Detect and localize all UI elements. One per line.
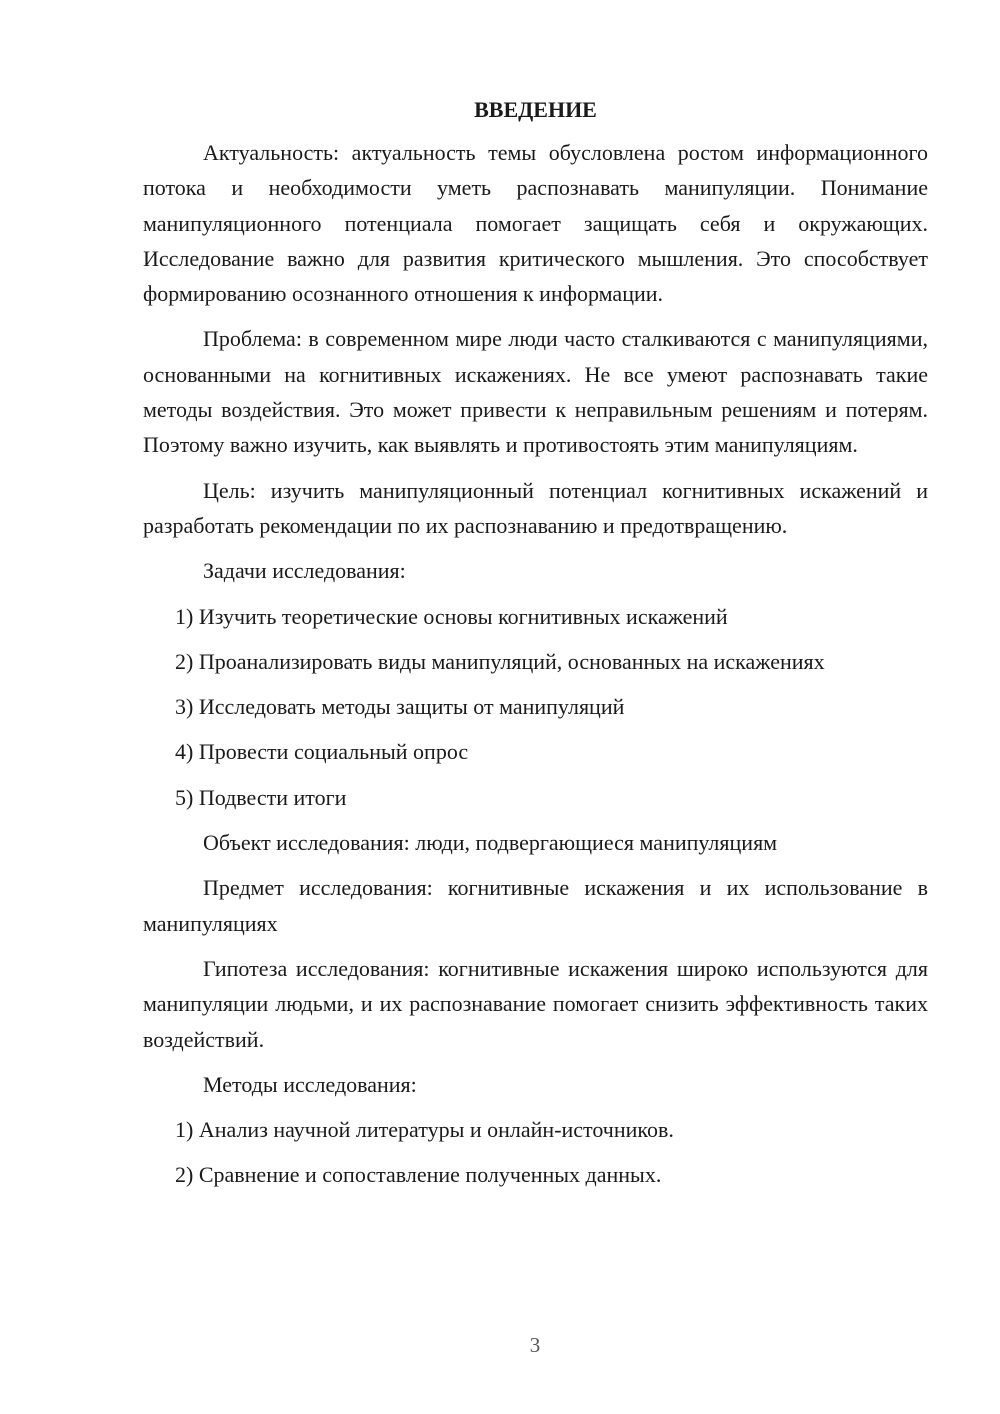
task-item-2: 2) Проанализировать виды манипуляций, основанных на искажениях	[175, 648, 825, 674]
methods-heading: Методы исследования:	[203, 1071, 417, 1097]
task-item-3: 3) Исследовать методы защиты от манипуляций	[175, 694, 625, 720]
method-item-2: 2) Сравнение и сопоставление полученных данных.	[175, 1162, 662, 1188]
paragraph-relevance: Актуальность: актуальность темы обусловлена ростом информационного потока и необходимости уметь распознавать манипуляции. Понимание манипуляционного потенциала помогает защищать себя и окружающих. Исследование важно для развития критического мышления. Это способствует формированию осознанного отношения к информации.	[143, 140, 928, 307]
task-item-4: 4) Провести социальный опрос	[175, 739, 469, 765]
task-item-1: 1) Изучить теоретические основы когнитивных искажений	[175, 603, 728, 629]
section-title: ВВЕДЕНИЕ	[474, 97, 597, 122]
task-item-5: 5) Подвести итоги	[175, 784, 347, 810]
paragraph-subject: Предмет исследования: когнитивные искажения и их использование в манипуляциях	[143, 875, 928, 936]
document-page	[143, 92, 928, 1203]
paragraph-problem: Проблема: в современном мире люди часто сталкиваются с манипуляциями, основанными на когнитивных искажениях. Не все умеют распознавать такие методы воздействия. Это может привести к неправильным решениям и потерям. Поэтому важно изучить, как выявлять и противостоять этим манипуляциям.	[143, 326, 928, 458]
tasks-heading: Задачи исследования:	[203, 558, 406, 584]
paragraph-goal: Цель: изучить манипуляционный потенциал когнитивных искажений и разработать рекомендации по их распознаванию и предотвращению.	[143, 477, 928, 538]
method-item-1: 1) Анализ научной литературы и онлайн-источников.	[175, 1117, 674, 1143]
page-number: 3	[529, 1333, 541, 1357]
paragraph-object: Объект исследования: люди, подвергающиеся манипуляциям	[203, 830, 778, 856]
paragraph-hypothesis: Гипотеза исследования: когнитивные искажения широко используются для манипуляции людьми, и их распознавание помогает снизить эффективность таких воздействий.	[143, 955, 928, 1052]
